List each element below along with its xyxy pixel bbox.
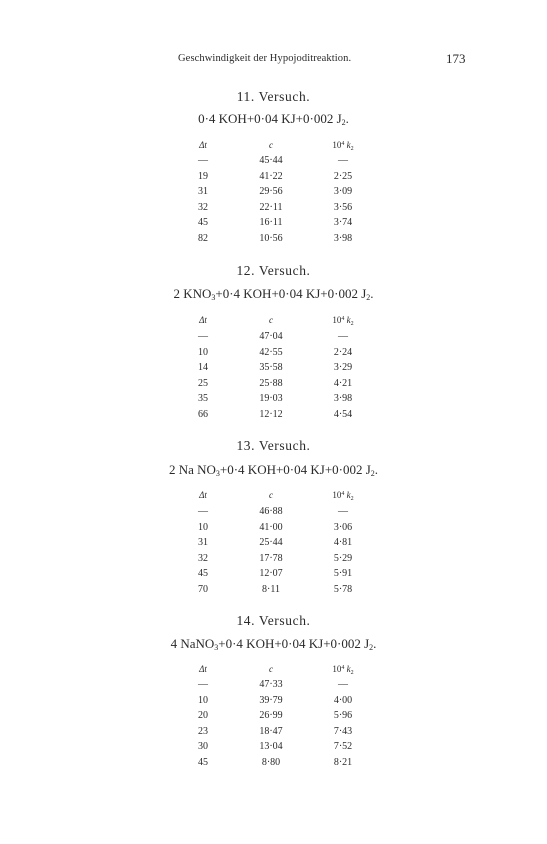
table-row: 70 8·11 5·78: [198, 583, 353, 595]
table-row: 19 41·22 2·25: [198, 170, 353, 182]
table-row: 35 19·03 3·98: [198, 393, 353, 405]
column-header-delta-t: Δt: [199, 664, 207, 674]
table-row: — 46·88 —: [198, 506, 348, 517]
table-row: 20 26·99 5·96: [198, 710, 353, 722]
column-header-c: c: [269, 315, 273, 325]
table-row: 23 18·47 7·43: [198, 725, 353, 737]
column-header-delta-t: Δt: [199, 315, 207, 325]
column-header-c: c: [269, 490, 273, 500]
table-row: — 47·04 —: [198, 331, 348, 342]
data-table: [0, 679, 547, 773]
table-row: 31 25·44 4·81: [198, 537, 353, 549]
data-table: [0, 331, 547, 425]
experiment-equation: 2 Na $NO_3+0\cdot 4$ KOH+0·04 KJ+0·002 $J_2$.: [168, 462, 379, 478]
column-header-k2: $10^4$ $k_2$: [332, 140, 354, 152]
table-row: 45 12·07 5·91: [198, 568, 353, 580]
table-row: 10 39·79 4·00: [198, 694, 353, 706]
table-row: — 45·44 —: [198, 155, 348, 166]
column-header-k2: $10^4$ $k_2$: [332, 664, 354, 676]
experiment-title: 11. Versuch.: [236, 89, 311, 104]
experiment-title: 14. Versuch.: [236, 613, 311, 628]
table-row: 25 25·88 4·21: [198, 377, 353, 389]
running-head: Geschwindigkeit der Hypojoditreaktion.: [178, 53, 352, 64]
table-row: 82 10·56 3·98: [198, 232, 353, 244]
table-row: 45 8·80 8·21: [198, 756, 353, 768]
data-table: [0, 506, 547, 600]
column-header-k2: $10^4$ $k_2$: [332, 315, 354, 327]
table-row: 45 16·11 3·74: [198, 217, 353, 229]
column-header-k2: $10^4$ $k_2$: [332, 490, 354, 502]
table-row: 66 12·12 4·54: [198, 408, 353, 420]
table-row: 10 42·55 2·24: [198, 346, 353, 358]
table-row: 31 29·56 3·09: [198, 186, 353, 198]
experiment-title: 12. Versuch.: [236, 263, 311, 278]
column-header-delta-t: Δt: [199, 490, 207, 500]
column-header-delta-t: Δt: [199, 140, 207, 150]
table-row: — 47·33 —: [198, 679, 348, 690]
experiment-equation: 4 NaNO$_3$+0·4 KOH+0·04 KJ+0·002 $J_2$.: [170, 636, 377, 652]
table-row: 10 41·00 3·06: [198, 521, 353, 533]
column-header-c: c: [269, 664, 273, 674]
experiment-equation: 0·4 KOH+0·04 KJ+0·002 $J_2$.: [198, 111, 349, 127]
experiment-equation: 2 $KNO_3+0\cdot 4$ KOH+0·04 KJ+0·002 $J_2$.: [173, 286, 374, 302]
table-row: 32 22·11 3·56: [198, 201, 353, 213]
column-header-c: c: [269, 140, 273, 150]
table-row: 14 35·58 3·29: [198, 362, 353, 374]
table-row: 32 17·78 5·29: [198, 552, 353, 564]
data-table: [0, 155, 547, 249]
experiment-title: 13. Versuch.: [236, 438, 311, 453]
table-row: 30 13·04 7·52: [198, 741, 353, 753]
page-number: 173: [446, 51, 466, 66]
